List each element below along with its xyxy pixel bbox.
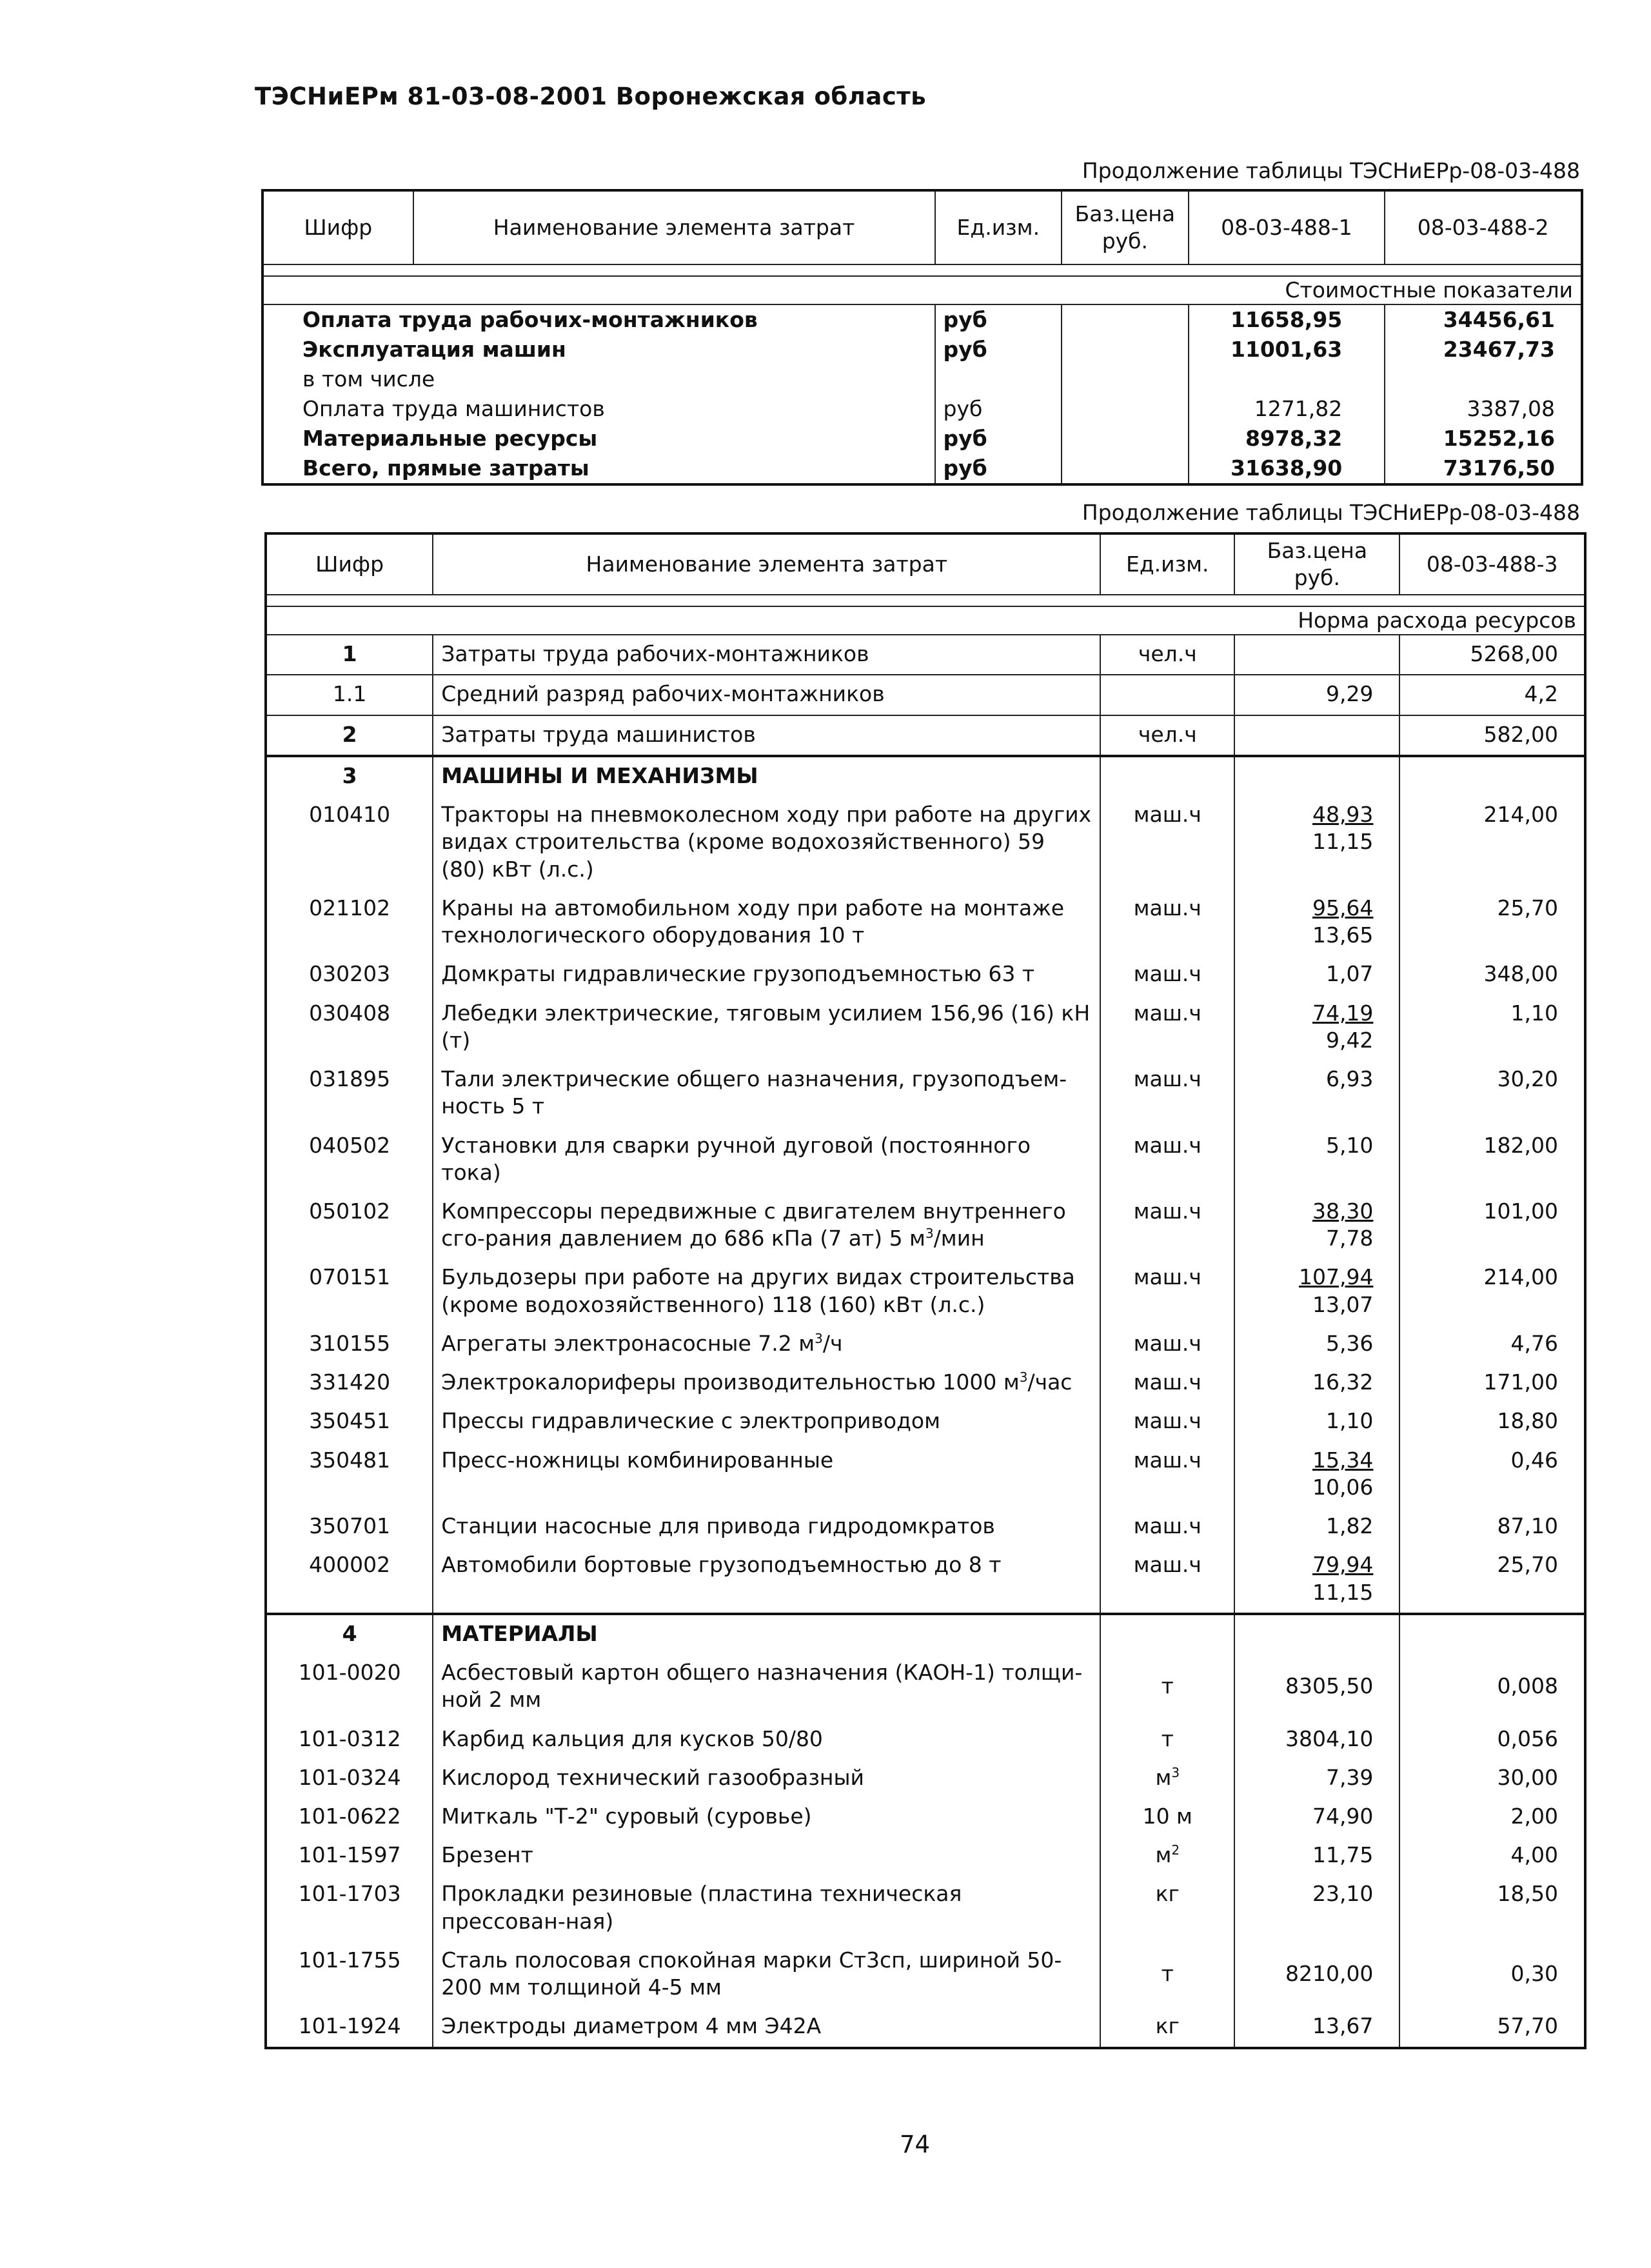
row-price xyxy=(1234,995,1399,1060)
row-name: Средний разряд рабочих-монтажников xyxy=(433,675,1100,715)
unit-text: м xyxy=(1155,1764,1172,1790)
row-norm: 1,10 xyxy=(1399,995,1585,1060)
price-base: 74,19 xyxy=(1312,1000,1374,1026)
table-row xyxy=(262,394,1582,424)
row-code: 101-0312 xyxy=(266,1720,433,1759)
row-code: 350481 xyxy=(266,1442,433,1507)
row-code: 030408 xyxy=(266,995,433,1060)
row-name: Кислород технический газообразный xyxy=(433,1759,1100,1798)
row-unit: т xyxy=(1100,1942,1234,2007)
price-base: 107,94 xyxy=(1298,1264,1374,1290)
row-norm: 348,00 xyxy=(1399,955,1585,994)
row-name: Брезент xyxy=(433,1836,1100,1875)
row-norm: 30,00 xyxy=(1399,1759,1585,1798)
row-unit: чел.ч xyxy=(1100,635,1234,675)
row-norm: 25,70 xyxy=(1399,1546,1585,1613)
table-row xyxy=(266,1654,1585,1720)
row-code: 350701 xyxy=(266,1507,433,1546)
row-code: 101-0324 xyxy=(266,1759,433,1798)
row-price: 7,39 xyxy=(1234,1759,1399,1798)
col-header-code: Шифр xyxy=(266,533,433,595)
row-price: 5,10 xyxy=(1234,1127,1399,1193)
row-unit: маш.ч xyxy=(1100,1193,1234,1258)
table-row xyxy=(266,1364,1585,1402)
row-value-1: 11658,95 xyxy=(1189,304,1385,335)
row-code: 331420 xyxy=(266,1364,433,1402)
row-code: 400002 xyxy=(266,1546,433,1613)
row-code: 040502 xyxy=(266,1127,433,1193)
price-base: 38,30 xyxy=(1312,1198,1374,1224)
row-value-2: 73176,50 xyxy=(1385,453,1582,484)
table-row xyxy=(266,2007,1585,2047)
row-name xyxy=(433,1193,1100,1258)
row-unit: маш.ч xyxy=(1100,1060,1234,1126)
row-code: 031895 xyxy=(266,1060,433,1126)
table-row xyxy=(266,1507,1585,1546)
row-unit: маш.ч xyxy=(1100,1127,1234,1193)
row-name: Тракторы на пневмоколесном ходу при работе на других видах строительства (кроме водохозяйственного) 59 (80) кВт (л.с.) xyxy=(433,796,1100,890)
subheader-cost-indicators: Стоимостные показатели xyxy=(1189,276,1582,304)
row-price xyxy=(1234,1258,1399,1324)
row-norm: 214,00 xyxy=(1399,796,1585,890)
spacer-row xyxy=(266,595,1585,606)
row-code: 050102 xyxy=(266,1193,433,1258)
row-price: 1,10 xyxy=(1234,1402,1399,1441)
table-row xyxy=(266,1402,1585,1441)
row-price xyxy=(1234,890,1399,955)
row-unit: руб xyxy=(935,394,1062,424)
row-name: Тали электрические общего назначения, грузоподъем-ность 5 т xyxy=(433,1060,1100,1126)
row-name: Эксплуатация машин xyxy=(262,335,935,364)
subheader-resource-norms: Норма расхода ресурсов xyxy=(1234,606,1585,635)
col-header-price: Баз.цена руб. xyxy=(1062,190,1189,264)
row-price: 16,32 xyxy=(1234,1364,1399,1402)
col-header-name: Наименование элемента затрат xyxy=(413,190,935,264)
row-price: 23,10 xyxy=(1234,1875,1399,1941)
row-unit: маш.ч xyxy=(1100,890,1234,955)
row-norm: 30,20 xyxy=(1399,1060,1585,1126)
row-unit: маш.ч xyxy=(1100,1364,1234,1402)
row-norm: 582,00 xyxy=(1399,715,1585,756)
row-name: Миткаль "Т-2" суровый (суровье) xyxy=(433,1798,1100,1836)
superscript: 3 xyxy=(1171,1764,1180,1780)
table-row xyxy=(266,1798,1585,1836)
row-price xyxy=(1234,1546,1399,1613)
row-name: Домкраты гидравлические грузоподъемностью 63 т xyxy=(433,955,1100,994)
price-wage: 7,78 xyxy=(1325,1226,1374,1251)
col-header-name: Наименование элемента затрат xyxy=(433,533,1100,595)
row-unit: маш.ч xyxy=(1100,1325,1234,1364)
row-name xyxy=(433,1364,1100,1402)
row-value-2: 34456,61 xyxy=(1385,304,1582,335)
row-norm: 18,50 xyxy=(1399,1875,1585,1941)
table-header-row xyxy=(266,533,1585,595)
table-row xyxy=(266,1942,1585,2007)
row-price: 9,29 xyxy=(1234,675,1399,715)
row-norm: 4,2 xyxy=(1399,675,1585,715)
row-code: 2 xyxy=(266,715,433,756)
row-name: Пресс-ножницы комбинированные xyxy=(433,1442,1100,1507)
resource-norms-table xyxy=(264,532,1587,2049)
table-row xyxy=(266,1875,1585,1941)
row-name: Сталь полосовая спокойная марки Ст3сп, шириной 50-200 мм толщиной 4-5 мм xyxy=(433,1942,1100,2007)
row-code: 101-0020 xyxy=(266,1654,433,1720)
row-unit xyxy=(1100,1836,1234,1875)
row-unit: маш.ч xyxy=(1100,995,1234,1060)
row-code: 101-1597 xyxy=(266,1836,433,1875)
row-name: Автомобили бортовые грузоподъемностью до 8 т xyxy=(433,1546,1100,1613)
row-name: Установки для сварки ручной дуговой (постоянного тока) xyxy=(433,1127,1100,1193)
superscript: 2 xyxy=(1171,1842,1180,1858)
section-row-materials xyxy=(266,1614,1585,1654)
row-norm: 0,008 xyxy=(1399,1654,1585,1720)
row-unit: руб xyxy=(935,453,1062,484)
row-unit xyxy=(1100,1759,1234,1798)
row-unit: руб xyxy=(935,424,1062,453)
row-code: 1 xyxy=(266,635,433,675)
row-unit: чел.ч xyxy=(1100,715,1234,756)
section-title: МАШИНЫ И МЕХАНИЗМЫ xyxy=(433,756,1100,796)
table-row xyxy=(262,453,1582,484)
superscript: 3 xyxy=(1019,1369,1028,1386)
row-name: Станции насосные для привода гидродомкратов xyxy=(433,1507,1100,1546)
table-row xyxy=(266,715,1585,756)
row-norm: 171,00 xyxy=(1399,1364,1585,1402)
row-code: 101-1755 xyxy=(266,1942,433,2007)
col-header-unit: Ед.изм. xyxy=(935,190,1062,264)
row-name: Оплата труда машинистов xyxy=(262,394,935,424)
table-row xyxy=(266,1720,1585,1759)
table-row xyxy=(266,796,1585,890)
row-value-2: 3387,08 xyxy=(1385,394,1582,424)
table-row xyxy=(262,335,1582,364)
row-price xyxy=(1234,1442,1399,1507)
row-name: Краны на автомобильном ходу при работе на монтаже технологического оборудования 10 т xyxy=(433,890,1100,955)
row-price xyxy=(1234,796,1399,890)
row-name: Прокладки резиновые (пластина техническая прессован-ная) xyxy=(433,1875,1100,1941)
row-norm: 4,76 xyxy=(1399,1325,1585,1364)
row-price: 8305,50 xyxy=(1234,1654,1399,1720)
price-base: 15,34 xyxy=(1312,1447,1374,1473)
row-unit: кг xyxy=(1100,1875,1234,1941)
row-price: 1,82 xyxy=(1234,1507,1399,1546)
row-norm: 101,00 xyxy=(1399,1193,1585,1258)
row-name: Асбестовый картон общего назначения (КАОН-1) толщи-ной 2 мм xyxy=(433,1654,1100,1720)
row-name-suffix: /час xyxy=(1027,1369,1073,1395)
row-value-1: 1271,82 xyxy=(1189,394,1385,424)
price-base: 95,64 xyxy=(1312,895,1374,920)
superscript: 3 xyxy=(815,1330,823,1346)
row-name-text: Агрегаты электронасосные 7.2 м xyxy=(441,1330,815,1356)
row-value-2: 23467,73 xyxy=(1385,335,1582,364)
table-row xyxy=(266,1442,1585,1507)
row-unit: кг xyxy=(1100,2007,1234,2047)
row-unit: маш.ч xyxy=(1100,796,1234,890)
cost-indicators-table xyxy=(261,189,1583,486)
row-norm: 25,70 xyxy=(1399,890,1585,955)
row-name-suffix: /мин xyxy=(933,1226,985,1251)
row-unit: т xyxy=(1100,1720,1234,1759)
row-norm: 0,056 xyxy=(1399,1720,1585,1759)
row-value-1: 11001,63 xyxy=(1189,335,1385,364)
table-row xyxy=(266,995,1585,1060)
row-name-text: Электрокалориферы производительностью 1000 м xyxy=(441,1369,1020,1395)
table-row xyxy=(262,424,1582,453)
row-name: Электроды диаметром 4 мм Э42А xyxy=(433,2007,1100,2047)
row-price xyxy=(1234,1193,1399,1258)
spacer-row xyxy=(262,264,1582,276)
row-value-2: 15252,16 xyxy=(1385,424,1582,453)
row-code: 310155 xyxy=(266,1325,433,1364)
col-header-code: Шифр xyxy=(262,190,413,264)
table-row xyxy=(262,364,1582,394)
row-price: 1,07 xyxy=(1234,955,1399,994)
row-name-suffix: /ч xyxy=(822,1330,843,1356)
row-norm: 57,70 xyxy=(1399,2007,1585,2047)
table-header-row xyxy=(262,190,1582,264)
row-price: 3804,10 xyxy=(1234,1720,1399,1759)
table1-caption: Продолжение таблицы ТЭСНиЕРр-08-03-488 xyxy=(1082,158,1580,183)
row-name: Материальные ресурсы xyxy=(262,424,935,453)
row-value-1: 31638,90 xyxy=(1189,453,1385,484)
document-title: ТЭСНиЕРм 81-03-08-2001 Воронежская область xyxy=(255,83,927,110)
row-code: 030203 xyxy=(266,955,433,994)
row-code: 010410 xyxy=(266,796,433,890)
row-norm: 4,00 xyxy=(1399,1836,1585,1875)
row-unit: 10 м xyxy=(1100,1798,1234,1836)
row-norm: 5268,00 xyxy=(1399,635,1585,675)
row-name: Прессы гидравлические с электроприводом xyxy=(433,1402,1100,1441)
price-wage: 11,15 xyxy=(1312,829,1374,855)
row-price: 6,93 xyxy=(1234,1060,1399,1126)
col-header-unit: Ед.изм. xyxy=(1100,533,1234,595)
row-name: Затраты труда машинистов xyxy=(433,715,1100,756)
row-name: в том числе xyxy=(262,364,935,394)
row-price: 11,75 xyxy=(1234,1836,1399,1875)
row-unit: маш.ч xyxy=(1100,955,1234,994)
row-unit: маш.ч xyxy=(1100,1442,1234,1507)
row-unit: руб xyxy=(935,335,1062,364)
row-name-text: Компрессоры передвижные с двигателем внутреннего сго-рания давлением до 686 кПа (7 ат) 5 м xyxy=(441,1198,1066,1251)
row-name: Оплата труда рабочих-монтажников xyxy=(262,304,935,335)
table-row xyxy=(266,955,1585,994)
subheader-row xyxy=(266,606,1585,635)
row-code: 4 xyxy=(266,1614,433,1654)
table-row xyxy=(266,1325,1585,1364)
row-norm: 214,00 xyxy=(1399,1258,1585,1324)
row-norm: 182,00 xyxy=(1399,1127,1585,1193)
row-code: 1.1 xyxy=(266,675,433,715)
section-row-machines xyxy=(266,756,1585,796)
superscript: 3 xyxy=(925,1226,934,1242)
row-code: 3 xyxy=(266,756,433,796)
row-unit: руб xyxy=(935,304,1062,335)
table-row xyxy=(266,1258,1585,1324)
row-name: Карбид кальция для кусков 50/80 xyxy=(433,1720,1100,1759)
row-name: Затраты труда рабочих-монтажников xyxy=(433,635,1100,675)
row-unit: т xyxy=(1100,1654,1234,1720)
row-code: 101-0622 xyxy=(266,1798,433,1836)
row-price: 8210,00 xyxy=(1234,1942,1399,2007)
section-title: МАТЕРИАЛЫ xyxy=(433,1614,1100,1654)
table-row xyxy=(266,1127,1585,1193)
row-norm: 87,10 xyxy=(1399,1507,1585,1546)
price-base: 48,93 xyxy=(1312,802,1374,828)
row-norm: 0,46 xyxy=(1399,1442,1585,1507)
table-row xyxy=(262,304,1582,335)
row-code: 350451 xyxy=(266,1402,433,1441)
row-norm: 0,30 xyxy=(1399,1942,1585,2007)
row-code: 021102 xyxy=(266,890,433,955)
row-price: 13,67 xyxy=(1234,2007,1399,2047)
table-row xyxy=(266,1546,1585,1613)
row-code: 101-1703 xyxy=(266,1875,433,1941)
row-name xyxy=(433,1325,1100,1364)
table-row xyxy=(266,1836,1585,1875)
price-wage: 13,07 xyxy=(1312,1291,1374,1317)
price-wage: 13,65 xyxy=(1312,922,1374,948)
subheader-row xyxy=(262,276,1582,304)
col-header-488-1: 08-03-488-1 xyxy=(1189,190,1385,264)
row-price: 5,36 xyxy=(1234,1325,1399,1364)
row-name: Всего, прямые затраты xyxy=(262,453,935,484)
row-name: Лебедки электрические, тяговым усилием 156,96 (16) кН (т) xyxy=(433,995,1100,1060)
row-norm: 2,00 xyxy=(1399,1798,1585,1836)
table-row xyxy=(266,635,1585,675)
row-price: 74,90 xyxy=(1234,1798,1399,1836)
price-wage: 10,06 xyxy=(1312,1474,1374,1500)
table-row xyxy=(266,1060,1585,1126)
col-header-488-3: 08-03-488-3 xyxy=(1399,533,1585,595)
table2-caption: Продолжение таблицы ТЭСНиЕРр-08-03-488 xyxy=(1082,500,1580,525)
unit-text: м xyxy=(1155,1842,1172,1868)
table-row xyxy=(266,1759,1585,1798)
page-number: 74 xyxy=(900,2131,931,2158)
price-wage: 11,15 xyxy=(1312,1579,1374,1605)
table-row xyxy=(266,890,1585,955)
row-unit: маш.ч xyxy=(1100,1507,1234,1546)
row-code: 101-1924 xyxy=(266,2007,433,2047)
price-wage: 9,42 xyxy=(1325,1027,1374,1053)
row-norm: 18,80 xyxy=(1399,1402,1585,1441)
col-header-price: Баз.цена руб. xyxy=(1234,533,1399,595)
row-unit: маш.ч xyxy=(1100,1258,1234,1324)
row-code: 070151 xyxy=(266,1258,433,1324)
table-row xyxy=(266,1193,1585,1258)
row-unit: маш.ч xyxy=(1100,1402,1234,1441)
col-header-488-2: 08-03-488-2 xyxy=(1385,190,1582,264)
row-value-1: 8978,32 xyxy=(1189,424,1385,453)
price-base: 79,94 xyxy=(1312,1552,1374,1578)
row-unit: маш.ч xyxy=(1100,1546,1234,1613)
table-row xyxy=(266,675,1585,715)
row-name: Бульдозеры при работе на других видах строительства (кроме водохозяйственного) 118 (160) кВт (л.с.) xyxy=(433,1258,1100,1324)
